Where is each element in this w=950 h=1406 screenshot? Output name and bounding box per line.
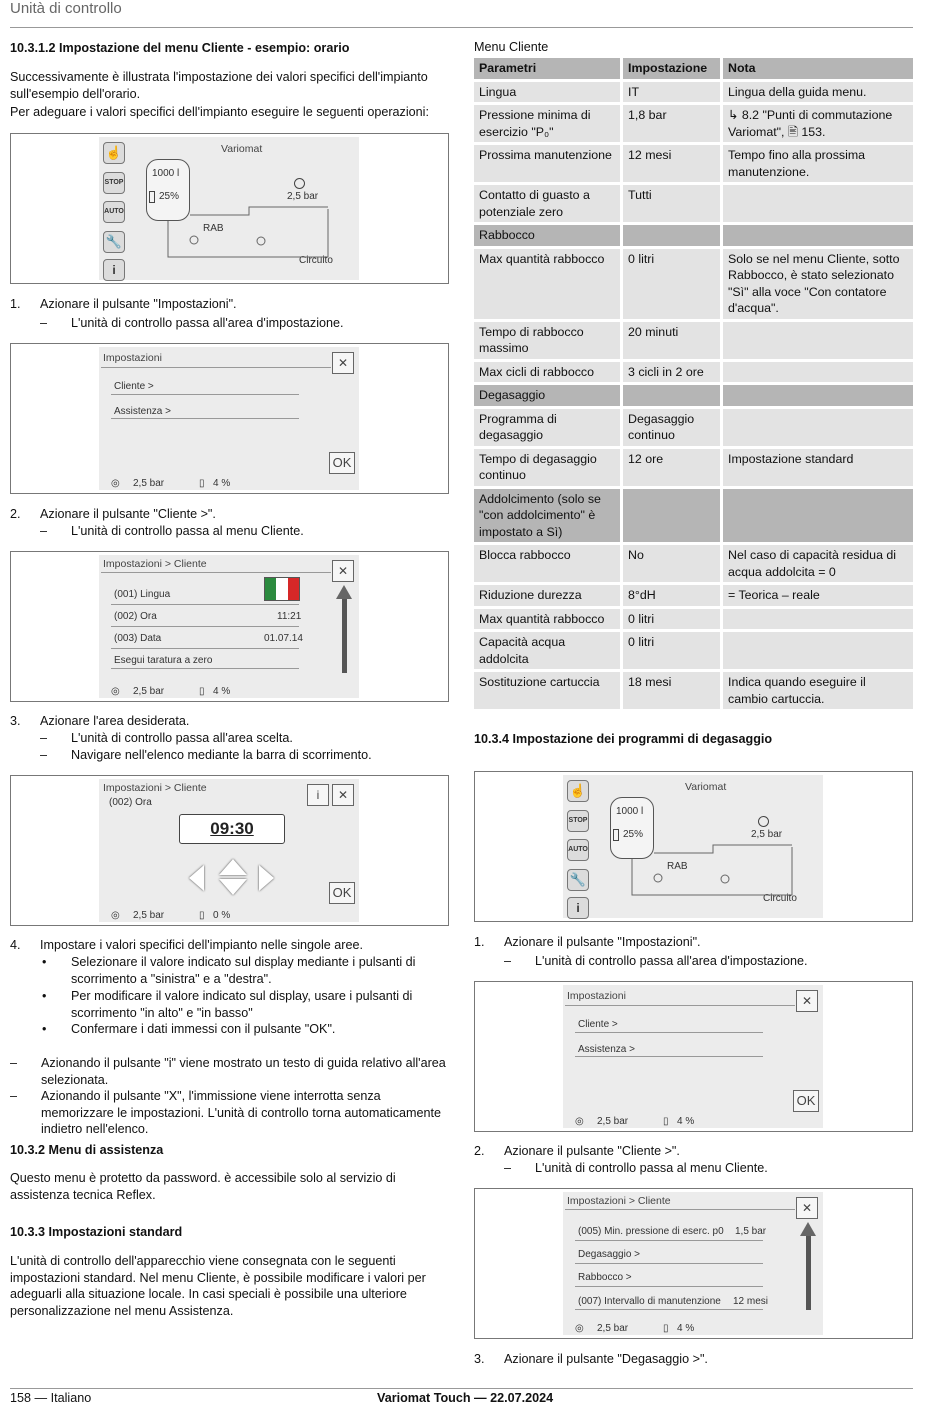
- table-cell: Pressione minima di esercizio "P₀": [474, 105, 620, 142]
- screen-title: Impostazioni > Cliente: [567, 1195, 671, 1207]
- table-cell: 20 minuti: [623, 322, 720, 359]
- screen-title: Impostazioni: [103, 352, 162, 364]
- table-cell: 8°dH: [623, 585, 720, 606]
- footer-pressure: 2,5 bar: [597, 1116, 629, 1127]
- ok-button[interactable]: OK: [329, 882, 355, 904]
- tank-volume: 1000 l: [616, 806, 644, 817]
- page-header: Unità di controllo: [10, 0, 122, 17]
- table-cell: 12 ore: [623, 449, 720, 486]
- battery-level-icon: ▯: [199, 910, 205, 921]
- display-screen: [563, 775, 823, 918]
- menu-item-cliente[interactable]: Cliente >: [114, 381, 154, 392]
- table-section-row: [474, 385, 913, 406]
- table-cell: IT: [623, 82, 720, 103]
- rab-label: RAB: [667, 861, 688, 872]
- section-heading: 10.3.3 Impostazioni standard: [10, 1225, 183, 1239]
- table-cell: Capacità acqua addolcita: [474, 632, 620, 669]
- table-cell: Max cicli di rabbocco: [474, 362, 620, 383]
- close-icon[interactable]: ✕: [332, 784, 354, 806]
- header-divider: [10, 27, 913, 28]
- list-item-degasaggio[interactable]: Degasaggio >: [578, 1249, 640, 1260]
- hand-pointer-icon[interactable]: ☝: [103, 142, 125, 164]
- table-row: [474, 672, 913, 709]
- table-cell: Degasaggio continuo: [623, 409, 720, 446]
- footer-level: 4 %: [677, 1116, 695, 1127]
- table-cell: Lingua della guida menu.: [723, 82, 913, 103]
- schematic-title: Variomat: [221, 143, 263, 155]
- table-section-row: [474, 489, 913, 543]
- footer-level: 4 %: [677, 1323, 695, 1334]
- table-row: [474, 82, 913, 103]
- time-value: 11:21: [277, 611, 302, 622]
- paragraph: Questo menu è protetto da password. è accessibile solo al servizio di assistenza tecnica Reflex.: [10, 1171, 396, 1202]
- footer-pressure: 2,5 bar: [133, 686, 165, 697]
- display-screen: [99, 137, 359, 280]
- close-icon[interactable]: ✕: [332, 352, 354, 374]
- table-cell: [723, 632, 913, 669]
- maintenance-value: 12 mesi: [733, 1296, 769, 1307]
- table-cell: Prossima manutenzione: [474, 145, 620, 182]
- figure-settings-screen: [474, 981, 913, 1132]
- figure-main-screen: [474, 771, 913, 922]
- ok-button[interactable]: OK: [793, 1090, 819, 1112]
- battery-level-icon: ▯: [663, 1116, 669, 1127]
- scrollbar[interactable]: [806, 1236, 811, 1310]
- table-cell: [623, 489, 720, 543]
- table-row: [474, 145, 913, 182]
- table-row: [474, 322, 913, 359]
- arrow-up-icon[interactable]: [800, 1222, 816, 1236]
- table-row: [474, 449, 913, 486]
- italy-flag-icon: [264, 577, 300, 601]
- min-pressure-value: 1,5 bar: [735, 1226, 767, 1237]
- list-item-data[interactable]: (003) Data: [114, 633, 162, 644]
- arrow-up-icon[interactable]: [219, 859, 247, 875]
- table-cell: [623, 385, 720, 406]
- table-cell: 0 litri: [623, 249, 720, 319]
- table-cell: [723, 225, 913, 246]
- document-title: Variomat Touch — 22.07.2024: [377, 1391, 554, 1405]
- screen-title: Impostazioni: [567, 990, 626, 1002]
- section-heading: 10.3.1.2 Impostazione del menu Cliente - esempio: orario: [10, 41, 350, 55]
- table-row: [474, 409, 913, 446]
- pressure-gauge-icon: ◎: [111, 686, 120, 697]
- menu-item-assistenza[interactable]: Assistenza >: [578, 1044, 635, 1055]
- battery-level-icon: ▯: [199, 478, 205, 489]
- table-row: [474, 185, 913, 222]
- info-icon[interactable]: i: [567, 897, 589, 919]
- table-cell: 18 mesi: [623, 672, 720, 709]
- schematic-title: Variomat: [685, 781, 727, 793]
- table-cell: [723, 489, 913, 543]
- list-item-min-pressure[interactable]: (005) Min. pressione di eserc. p0: [578, 1226, 724, 1237]
- table-row: [474, 609, 913, 630]
- table-cell: Impostazione standard: [723, 449, 913, 486]
- pressure-gauge-icon: ◎: [111, 478, 120, 489]
- info-icon[interactable]: i: [103, 259, 125, 281]
- table-row: [474, 585, 913, 606]
- display-screen: [99, 347, 359, 490]
- hand-pointer-icon[interactable]: ☝: [567, 780, 589, 802]
- tank-level: 25%: [623, 829, 644, 840]
- pressure-gauge-icon: ◎: [111, 910, 120, 921]
- piping-diagram: [563, 775, 823, 918]
- table-row: [474, 545, 913, 582]
- close-icon[interactable]: ✕: [796, 990, 818, 1012]
- battery-level-icon: ▯: [663, 1323, 669, 1334]
- table-cell: No: [623, 545, 720, 582]
- ok-button[interactable]: OK: [329, 452, 355, 474]
- table-cell: [723, 322, 913, 359]
- stop-icon[interactable]: STOP: [567, 810, 589, 832]
- table-cell: Riduzione durezza: [474, 585, 620, 606]
- table-cell: Degasaggio: [474, 385, 620, 406]
- wrench-icon[interactable]: 🔧: [567, 869, 589, 891]
- footer-level: 4 %: [213, 686, 231, 697]
- table-section-row: [474, 225, 913, 246]
- arrow-down-icon[interactable]: [219, 879, 247, 895]
- table-header-row: [474, 58, 913, 79]
- figure-settings-screen: [10, 343, 449, 494]
- table-cell: Tempo fino alla prossima manutenzione.: [723, 145, 913, 182]
- footer-divider: [10, 1388, 913, 1389]
- table-cell: Tempo di rabbocco massimo: [474, 322, 620, 359]
- paragraph: Per adeguare i valori specifici dell'impianto eseguire le seguenti operazioni:: [10, 105, 429, 119]
- rab-label: RAB: [203, 223, 224, 234]
- table-cell: Tutti: [623, 185, 720, 222]
- column-header: Impostazione: [623, 58, 720, 79]
- table-cell: 0 litri: [623, 609, 720, 630]
- figure-client-menu: [10, 551, 449, 702]
- table-cell: 3 cicli in 2 ore: [623, 362, 720, 383]
- table-cell: Nel caso di capacità residua di acqua addolcita = 0: [723, 545, 913, 582]
- table-cell: [723, 409, 913, 446]
- footer-pressure: 2,5 bar: [133, 478, 165, 489]
- piping-diagram: [99, 137, 359, 280]
- column-header: Parametri: [474, 58, 620, 79]
- table-cell: Solo se nel menu Cliente, sotto Rabbocco, è stato selezionato "Sì" alla voce "Con contatore d'acqua".: [723, 249, 913, 319]
- settings-table: [471, 55, 916, 712]
- screen-title: Impostazioni > Cliente: [103, 558, 207, 570]
- table-cell: Blocca rabbocco: [474, 545, 620, 582]
- tank-level: 25%: [159, 191, 180, 202]
- scrollbar[interactable]: [342, 599, 347, 673]
- list-item-lingua[interactable]: (001) Lingua: [114, 589, 171, 600]
- screen-subtitle: (002) Ora: [109, 797, 152, 808]
- figure-client-menu: [474, 1188, 913, 1339]
- footer-pressure: 2,5 bar: [133, 910, 165, 921]
- table-row: [474, 632, 913, 669]
- table-cell: [723, 609, 913, 630]
- circuit-label: Circuito: [299, 255, 333, 266]
- column-header: Nota: [723, 58, 913, 79]
- menu-item-cliente[interactable]: Cliente >: [578, 1019, 618, 1030]
- list-item-zero-calibration[interactable]: Esegui taratura a zero: [114, 655, 213, 666]
- table-cell: Tempo di degasaggio continuo: [474, 449, 620, 486]
- paragraph: Successivamente è illustrata l'impostazione dei valori specifici dell'impianto sull'esempio dell'orario.: [10, 70, 428, 101]
- figure-time-edit: [10, 775, 449, 926]
- table-cell: [723, 185, 913, 222]
- display-screen: [99, 779, 359, 922]
- footer-level: 4 %: [213, 478, 231, 489]
- arrow-up-icon[interactable]: [336, 585, 352, 599]
- info-icon[interactable]: i: [307, 784, 329, 806]
- close-icon[interactable]: ✕: [332, 560, 354, 582]
- footer-level: 0 %: [213, 910, 231, 921]
- paragraph: L'unità di controllo dell'apparecchio viene consegnata con le seguenti impostazioni standard. Nel menu Cliente, è possibile modificare i valori per adeguarli alla situazione locale. In casi speciali è possibile una ulteriore personalizzazione nel menu Assistenza.: [10, 1254, 426, 1318]
- table-cell: Addolcimento (solo se "con addolcimento" è impostato a Sì): [474, 489, 620, 543]
- display-screen: [99, 555, 359, 698]
- auto-icon[interactable]: AUTO: [103, 201, 125, 223]
- table-cell: 12 mesi: [623, 145, 720, 182]
- close-icon[interactable]: ✕: [796, 1197, 818, 1219]
- table-cell: [723, 362, 913, 383]
- table-cell: Max quantità rabbocco: [474, 609, 620, 630]
- table-cell: Rabbocco: [474, 225, 620, 246]
- system-pressure: 2,5 bar: [287, 191, 319, 202]
- table-cell: Programma di degasaggio: [474, 409, 620, 446]
- stop-icon[interactable]: STOP: [103, 172, 125, 194]
- table-row: [474, 362, 913, 383]
- battery-level-icon: ▯: [199, 686, 205, 697]
- section-heading: 10.3.2 Menu di assistenza: [10, 1143, 164, 1157]
- table-row: [474, 105, 913, 142]
- page-number: 158 — Italiano: [10, 1391, 92, 1405]
- list-item-rabbocco[interactable]: Rabbocco >: [578, 1272, 632, 1283]
- figure-main-screen: [10, 133, 449, 284]
- pressure-gauge-icon: ◎: [575, 1116, 584, 1127]
- display-screen: [563, 1192, 823, 1335]
- list-item-maintenance[interactable]: (007) Intervallo di manutenzione: [578, 1296, 721, 1307]
- table-cell: Sostituzione cartuccia: [474, 672, 620, 709]
- arrow-right-icon[interactable]: [259, 865, 274, 891]
- table-title: Menu Cliente: [474, 40, 549, 54]
- wrench-icon[interactable]: 🔧: [103, 231, 125, 253]
- table-cell: [623, 225, 720, 246]
- tank-volume: 1000 l: [152, 168, 180, 179]
- table-cell: Indica quando eseguire il cambio cartuccia.: [723, 672, 913, 709]
- circuit-label: Circuito: [763, 893, 797, 904]
- table-cell: Lingua: [474, 82, 620, 103]
- time-input[interactable]: 09:30: [179, 814, 285, 844]
- table-cell: [723, 385, 913, 406]
- footer-pressure: 2,5 bar: [597, 1323, 629, 1334]
- display-screen: [563, 985, 823, 1128]
- table-cell: 0 litri: [623, 632, 720, 669]
- auto-icon[interactable]: AUTO: [567, 839, 589, 861]
- table-cell: = Teorica – reale: [723, 585, 913, 606]
- screen-title: Impostazioni > Cliente: [103, 782, 207, 794]
- table-cell: Contatto di guasto a potenziale zero: [474, 185, 620, 222]
- pressure-gauge-icon: ◎: [575, 1323, 584, 1334]
- table-cell: ↳ 8.2 "Punti di commutazione Variomat", 🖹 153.: [723, 105, 913, 142]
- table-row: [474, 249, 913, 319]
- menu-item-assistenza[interactable]: Assistenza >: [114, 406, 171, 417]
- system-pressure: 2,5 bar: [751, 829, 783, 840]
- table-cell: 1,8 bar: [623, 105, 720, 142]
- list-item-ora[interactable]: (002) Ora: [114, 611, 157, 622]
- section-heading: 10.3.4 Impostazione dei programmi di degasaggio: [474, 732, 773, 746]
- arrow-left-icon[interactable]: [189, 865, 204, 891]
- date-value: 01.07.14: [264, 633, 303, 644]
- table-cell: Max quantità rabbocco: [474, 249, 620, 319]
